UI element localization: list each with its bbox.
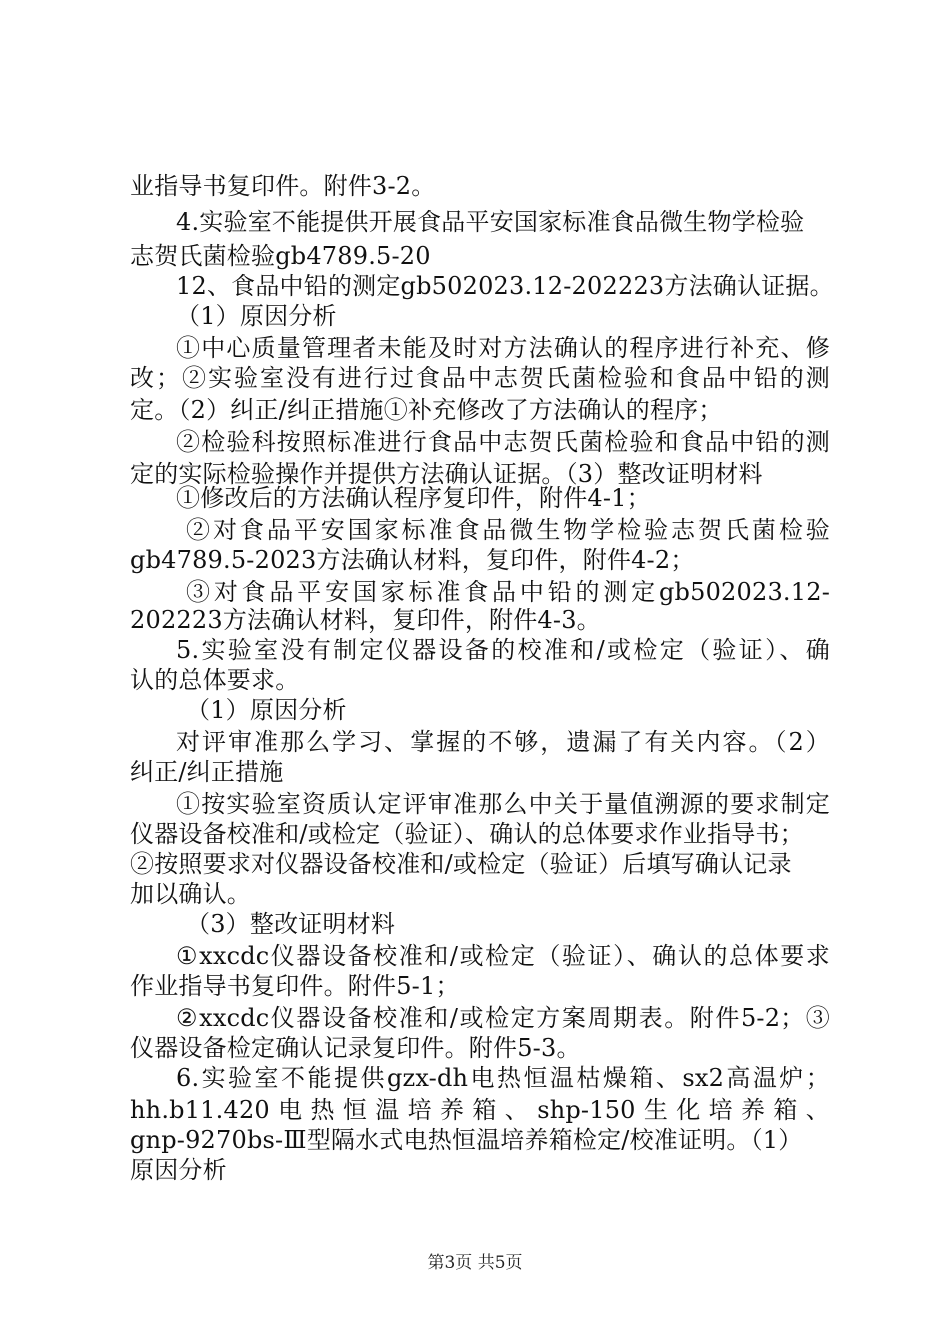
text-line: （1）原因分析 [186, 696, 347, 724]
text-line: （1）原因分析 [176, 302, 337, 330]
page-footer: 第3页 共5页 [427, 1253, 523, 1273]
text-line: ①按实验室资质认定评审准那么中关于量值溯源的要求制定 [176, 790, 830, 818]
text-line: ②检验科按照标准进行食品中志贺氏菌检验和食品中铅的测 [176, 428, 830, 456]
text-line: ②xxcdc仪器设备校准和/或检定方案周期表。附件5-2；③ [176, 1004, 830, 1032]
text-line: 志贺氏菌检验gb4789.5-20 [130, 242, 431, 270]
text-line: 6.实验室不能提供gzx-dh电热恒温枯燥箱、sx2高温炉； [176, 1064, 830, 1092]
text-line: 5.实验室没有制定仪器设备的校准和/或检定（验证）、确 [176, 636, 830, 664]
text-line: 仪器设备检定确认记录复印件。附件5-3。 [130, 1034, 581, 1062]
text-line: gnp-9270bs-Ⅲ型隔水式电热恒温培养箱检定/校准证明。（1） [130, 1126, 803, 1154]
text-line: 纠正/纠正措施 [130, 758, 284, 786]
text-line: 12、食品中铅的测定gb502023.12-202223方法确认证据。 [176, 272, 834, 300]
text-line: ①xxcdc仪器设备校准和/或检定（验证）、确认的总体要求 [176, 942, 830, 970]
text-line: 认的总体要求。 [130, 666, 300, 694]
text-line: ②对食品平安国家标准食品微生物学检验志贺氏菌检验 [186, 516, 830, 544]
text-line: 4.实验室不能提供开展食品平安国家标准食品微生物学检验 [176, 208, 805, 236]
text-line: 定。（2）纠正/纠正措施①补充修改了方法确认的程序； [130, 396, 723, 424]
text-line: gb4789.5-2023方法确认材料，复印件，附件4-2； [130, 546, 695, 574]
text-line: 作业指导书复印件。附件5-1； [130, 972, 460, 1000]
text-line: 改；②实验室没有进行过食品中志贺氏菌检验和食品中铅的测 [130, 364, 830, 392]
text-line: 202223方法确认材料，复印件，附件4-3。 [130, 606, 601, 634]
text-line: ②按照要求对仪器设备校准和/或检定（验证）后填写确认记录 [130, 850, 792, 878]
text-line: 原因分析 [130, 1156, 227, 1184]
text-line: ①中心质量管理者未能及时对方法确认的程序进行补充、修 [176, 334, 830, 362]
text-line: （3）整改证明材料 [186, 910, 396, 938]
text-line: 加以确认。 [130, 880, 251, 908]
text-line: 对评审准那么学习、掌握的不够，遗漏了有关内容。（2） [176, 728, 830, 756]
text-line: 定的实际检验操作并提供方法确认证据。（3）整改证明材料 [130, 460, 763, 488]
text-line: 仪器设备校准和/或检定（验证）、确认的总体要求作业指导书； [130, 820, 804, 848]
text-line: hh.b11.420电热恒温培养箱、shp-150生化培养箱、 [130, 1096, 830, 1124]
text-line: ③对食品平安国家标准食品中铅的测定gb502023.12- [186, 578, 830, 606]
text-line: ①修改后的方法确认程序复印件，附件4-1； [176, 484, 651, 512]
text-line: 业指导书复印件。附件3-2。 [130, 172, 436, 200]
